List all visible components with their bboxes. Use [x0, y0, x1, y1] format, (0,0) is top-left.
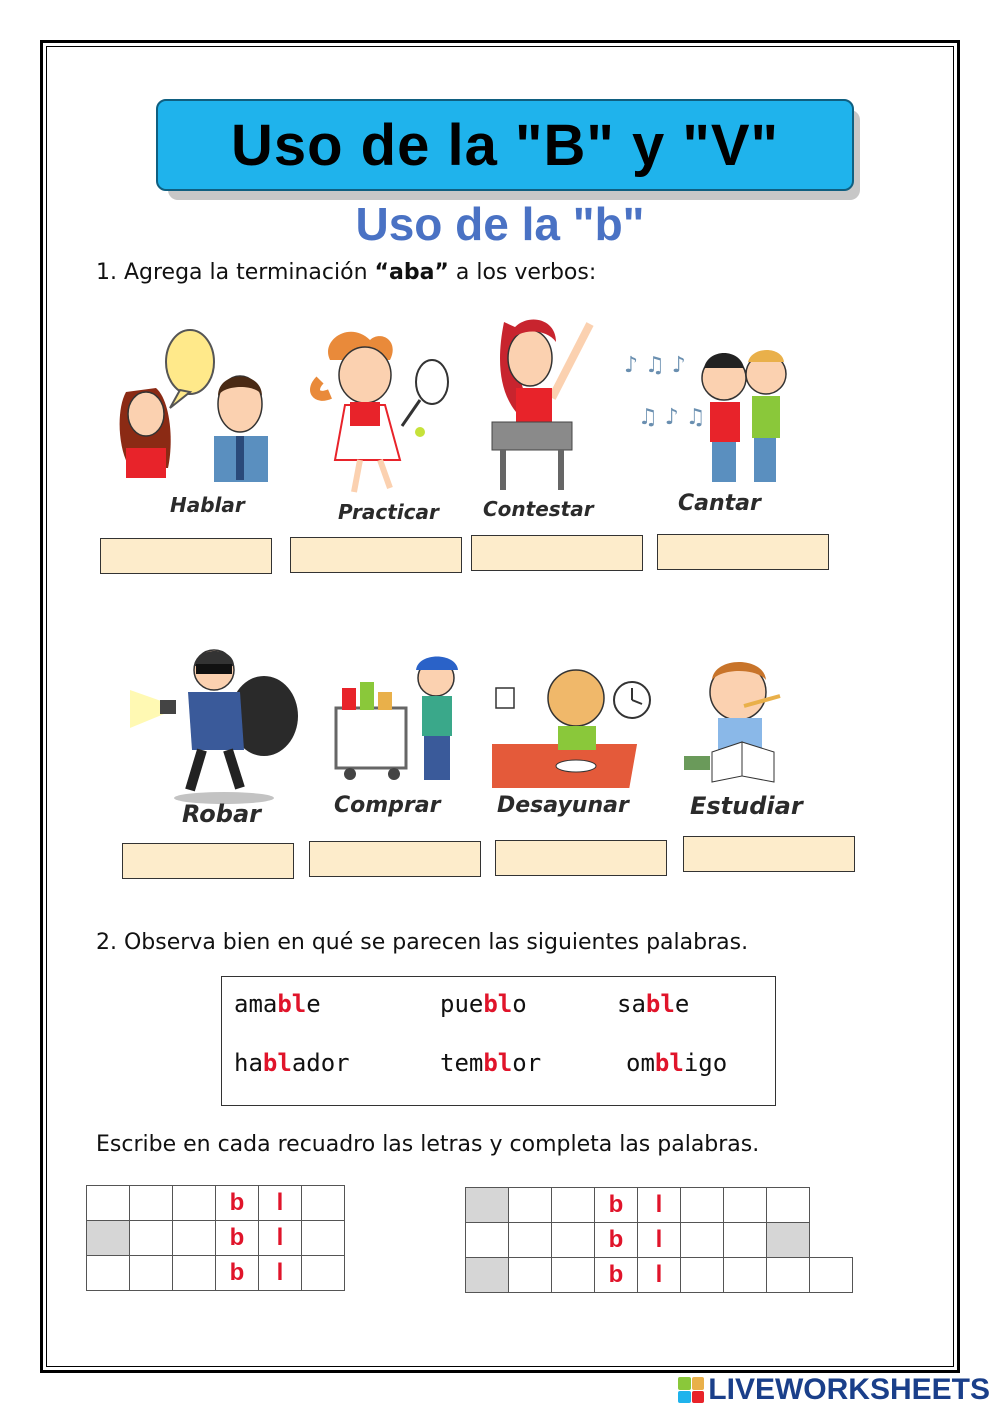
verb-label-practicar: Practicar — [338, 500, 439, 524]
grid-row — [466, 1188, 853, 1223]
grid-cell-l: l — [638, 1258, 681, 1293]
title-banner — [156, 99, 854, 191]
grid-row — [466, 1258, 853, 1293]
instruction-2: 2. Observa bien en qué se parecen las siguientes palabras. — [96, 930, 749, 955]
bl-word-temblor: temblor — [440, 1049, 542, 1077]
shopping-boy-picture — [330, 648, 480, 788]
grid-cell-b: b — [216, 1256, 259, 1291]
bl-word-hablador: hablador — [234, 1049, 350, 1077]
answering-girl-picture — [486, 302, 616, 492]
verb-label-cantar: Cantar — [678, 491, 761, 516]
verb-label-robar: Robar — [182, 800, 261, 828]
grid-cell-b: b — [595, 1188, 638, 1223]
grid-cell[interactable] — [87, 1256, 130, 1291]
grid-cell-b: b — [595, 1223, 638, 1258]
grid-cell-b: b — [216, 1221, 259, 1256]
bl-word-ombligo: ombligo — [626, 1049, 728, 1077]
grid-cell-blocked — [466, 1258, 509, 1293]
answer-box-hablar[interactable] — [100, 538, 272, 574]
grid-cell[interactable] — [681, 1188, 724, 1223]
grid-cell[interactable] — [302, 1221, 345, 1256]
grid-cell[interactable] — [724, 1188, 767, 1223]
instruction-1-pre: 1. Agrega la terminación — [96, 260, 375, 285]
liveworksheets-logo — [678, 1373, 990, 1407]
grid-cell[interactable] — [767, 1188, 810, 1223]
grid-cell[interactable] — [724, 1258, 767, 1293]
page-title: Uso de la "B" y "V" — [230, 112, 780, 178]
grid-cell[interactable] — [552, 1223, 595, 1258]
answer-box-contestar[interactable] — [471, 535, 643, 571]
verb-label-comprar: Comprar — [334, 793, 441, 818]
grid-cell[interactable] — [302, 1186, 345, 1221]
grid-cell-blocked — [87, 1221, 130, 1256]
grid-cell[interactable] — [552, 1188, 595, 1223]
grid-cell[interactable] — [173, 1186, 216, 1221]
grid-cell[interactable] — [552, 1258, 595, 1293]
grid-cell[interactable] — [173, 1221, 216, 1256]
grid-cell-blocked — [767, 1223, 810, 1258]
grid-cell-l: l — [259, 1221, 302, 1256]
grid-cell[interactable] — [724, 1223, 767, 1258]
answer-box-practicar[interactable] — [290, 537, 462, 573]
liveworksheets-brand: LIVEWORKSHEETS — [708, 1373, 990, 1406]
answer-box-cantar[interactable] — [657, 534, 829, 570]
grid-cell[interactable] — [173, 1256, 216, 1291]
instruction-3: Escribe en cada recuadro las letras y completa las palabras. — [96, 1132, 760, 1157]
bl-word-amable: amable — [234, 990, 321, 1018]
grid-cell-b: b — [595, 1258, 638, 1293]
answer-box-desayunar[interactable] — [495, 840, 667, 876]
grid-cell-l: l — [638, 1223, 681, 1258]
svg-text:♪ ♫ ♪: ♪ ♫ ♪ — [624, 353, 686, 378]
bl-word-sable: sable — [617, 990, 690, 1018]
grid-cell[interactable] — [302, 1256, 345, 1291]
breakfast-kid-picture — [492, 648, 662, 793]
grid-cell-l: l — [259, 1186, 302, 1221]
grid-row — [466, 1223, 853, 1258]
talking-people-picture — [108, 300, 298, 500]
instruction-1-post: a los verbos: — [448, 260, 597, 285]
grid-cell-l: l — [638, 1188, 681, 1223]
letter-grid-left — [86, 1185, 345, 1291]
robber-picture — [124, 630, 304, 805]
grid-cell[interactable] — [810, 1258, 853, 1293]
grid-cell[interactable] — [767, 1258, 810, 1293]
grid-cell-empty — [810, 1223, 853, 1258]
singing-kids-picture — [618, 332, 794, 492]
svg-text:♫ ♪ ♫: ♫ ♪ ♫ — [638, 405, 706, 430]
grid-cell[interactable] — [509, 1188, 552, 1223]
grid-cell[interactable] — [130, 1221, 173, 1256]
tennis-girl-picture — [310, 320, 460, 500]
grid-cell-blocked — [466, 1188, 509, 1223]
grid-cell[interactable] — [681, 1223, 724, 1258]
grid-cell[interactable] — [130, 1256, 173, 1291]
answer-box-robar[interactable] — [122, 843, 294, 879]
letter-grid-right — [465, 1187, 853, 1293]
page-subtitle: Uso de la "b" — [355, 198, 645, 250]
answer-box-comprar[interactable] — [309, 841, 481, 877]
verb-label-desayunar: Desayunar — [497, 793, 629, 818]
grid-row — [87, 1221, 345, 1256]
verb-label-hablar: Hablar — [170, 493, 245, 517]
verb-label-estudiar: Estudiar — [690, 792, 803, 820]
grid-cell[interactable] — [681, 1258, 724, 1293]
grid-cell[interactable] — [87, 1186, 130, 1221]
studying-boy-picture — [682, 646, 812, 786]
grid-cell-empty — [810, 1188, 853, 1223]
grid-row — [87, 1256, 345, 1291]
grid-cell-l: l — [259, 1256, 302, 1291]
instruction-1 — [96, 260, 596, 285]
verb-label-contestar: Contestar — [483, 497, 594, 521]
grid-cell[interactable] — [509, 1258, 552, 1293]
liveworksheets-logo-icon — [678, 1377, 704, 1403]
grid-cell[interactable] — [509, 1223, 552, 1258]
instruction-1-bold: “aba” — [374, 260, 449, 285]
grid-cell[interactable] — [130, 1186, 173, 1221]
grid-row — [87, 1186, 345, 1221]
grid-cell[interactable] — [466, 1223, 509, 1258]
bl-word-pueblo: pueblo — [440, 990, 527, 1018]
grid-cell-b: b — [216, 1186, 259, 1221]
answer-box-estudiar[interactable] — [683, 836, 855, 872]
